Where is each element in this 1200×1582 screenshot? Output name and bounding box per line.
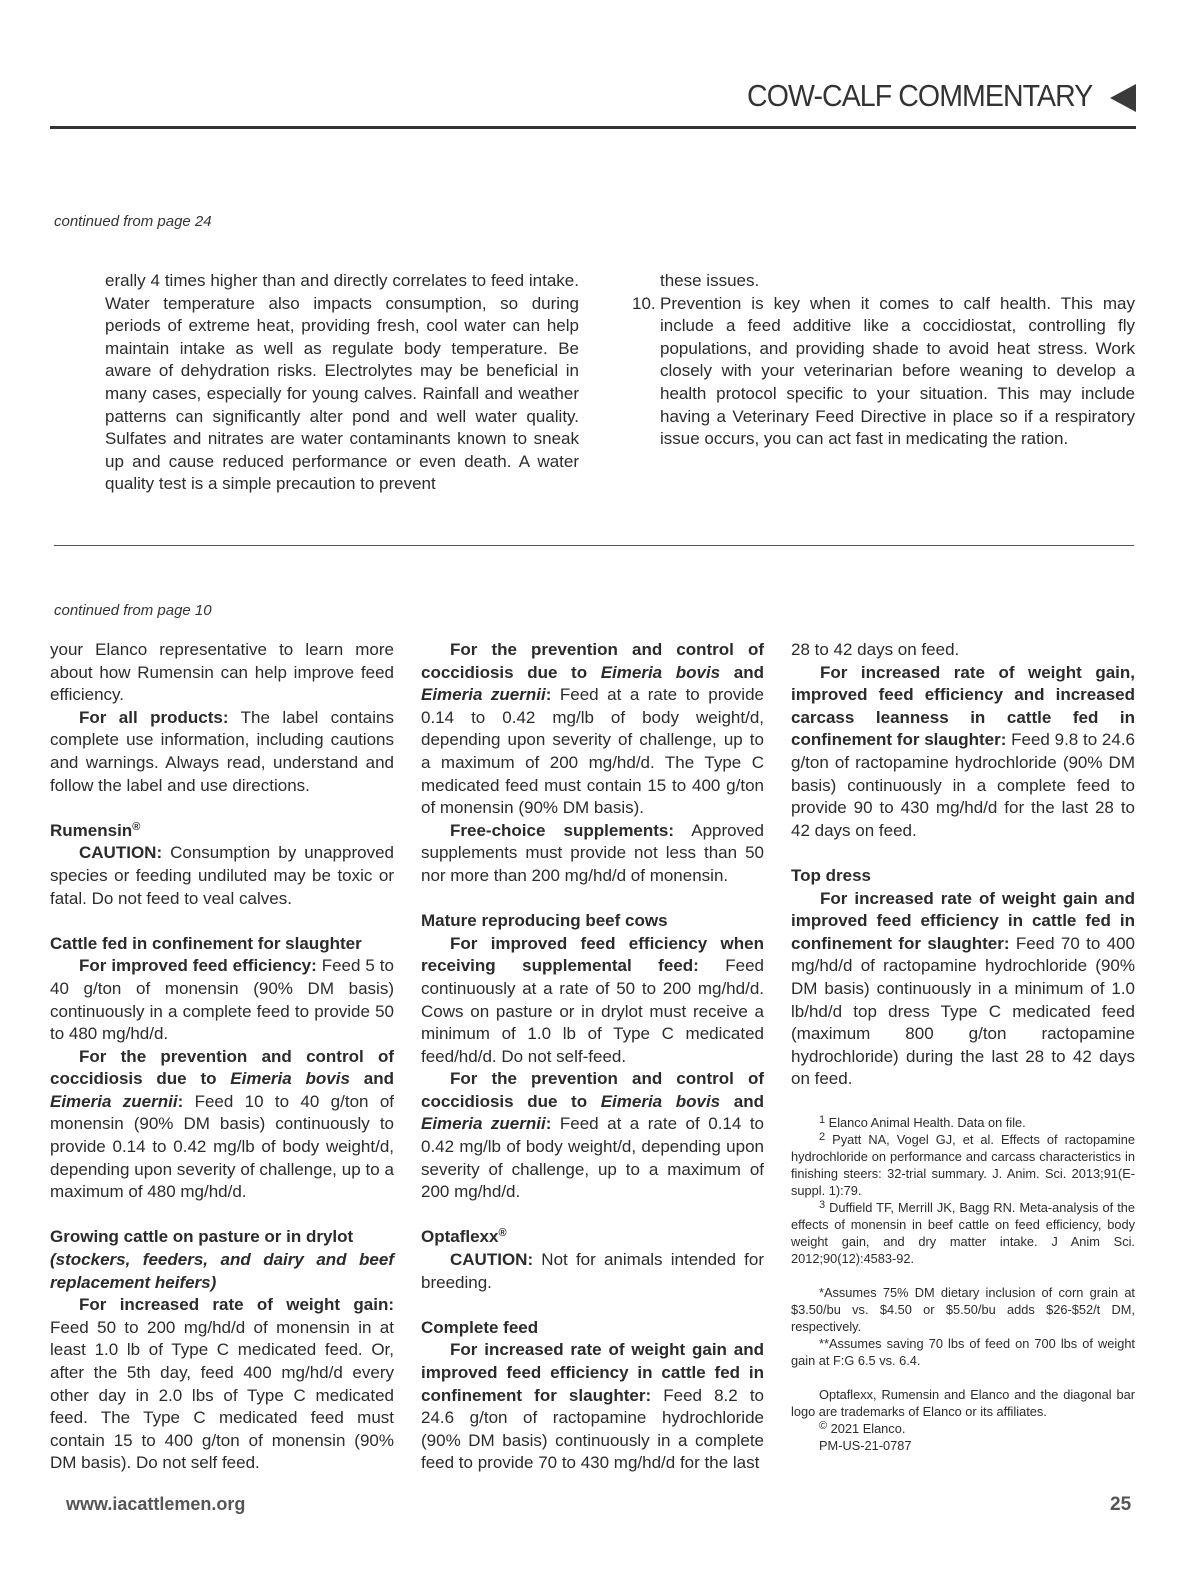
bottom-column-2 xyxy=(421,639,764,1475)
copyright: © 2021 Elanco. xyxy=(819,1420,906,1436)
section-title: COW-CALF COMMENTARY xyxy=(746,78,1092,113)
list-item-text: Prevention is key when it comes to calf health. This may include a feed additive like a coccidiostat, controlling fly populations, and providing shade to avoid heat stress. Work closely with your veterinarian before weaning to develop a health protocol specific to your situation. This may include having a Veterinary Feed Directive in place so if a respiratory issue occurs, you can act fast in medicating the ration. xyxy=(660,293,1135,449)
reference-item: $^3$ Duffield TF, Merrill JK, Bagg RN. Meta-analysis of the effects of monensin in beef cattle on feed efficiency, body weight gain, and dry matter intake. J Anim Sci. 2012;90(12):4583-92. xyxy=(791,1199,1135,1266)
continued-from-label-2: continued from page 10 xyxy=(54,602,212,619)
paragraph: For increased rate of weight gain and improved feed efficiency in cattle fed in confinement for slaughter: Feed 8.2 to 24.6 g/ton of ractopamine hydrochloride (90% DM basis) continuously in a complete feed to provide 70 to 430 mg/hd/d for the last xyxy=(421,1340,764,1473)
bottom-column-1 xyxy=(50,639,394,1475)
left-arrow-icon xyxy=(1110,84,1136,112)
trademark-notice: Optaflexx, Rumensin and Elanco and the diagonal bar logo are trademarks of Elanco or its affiliates. xyxy=(791,1387,1135,1419)
list-item xyxy=(632,293,1135,451)
subheading: Growing cattle on pasture or in drylot xyxy=(50,1227,354,1247)
paragraph: your Elanco representative to learn more about how Rumensin can help improve feed efficiency. xyxy=(50,640,394,705)
paragraph: For improved feed efficiency when receiving supplemental feed: Feed continuously at a rate of 50 to 200 mg/hd/d. Cows on pasture or in drylot must receive a minimum of 1.0 lb of Type C medicated feed/hd/d. Do not self-feed. xyxy=(421,933,764,1066)
paragraph: 28 to 42 days on feed. xyxy=(791,640,960,659)
rumensin-heading: Rumensin® xyxy=(50,820,141,840)
bottom-column-3 xyxy=(791,639,1135,1091)
paragraph: For all products: The label contains complete use information, including cautions and warnings. Always read, understand and follow the label and use directions. xyxy=(50,707,394,795)
paragraph: For the prevention and control of coccidiosis due to Eimeria bovis and Eimeria zuernii: Feed at a rate of 0.14 to 0.42 mg/lb of body weight/d, depending upon severity of challenge, up to a maximum of 200 mg/hd/d. xyxy=(421,1069,764,1202)
paragraph: For increased rate of weight gain, improved feed efficiency and increased carcass leanness in cattle fed in confinement for slaughter: Feed 9.8 to 24.6 g/ton of ractopamine hydrochloride (90% DM basis) continuously in a complete feed to provide 90 to 430 mg/hd/d for the last 28 to 42 days on feed. xyxy=(791,662,1135,840)
optaflexx-heading: Optaflexx® xyxy=(421,1227,507,1247)
list-number: 10. xyxy=(632,293,656,313)
page-number: 25 xyxy=(1110,1494,1132,1515)
footnote: **Assumes saving 70 lbs of feed on 700 lbs of weight gain at F:G 6.5 vs. 6.4. xyxy=(791,1336,1135,1368)
paragraph: For improved feed efficiency: Feed 5 to 40 g/ton of monensin (90% DM basis) continuously in a complete feed to provide 50 to 480 mg/hd/d. xyxy=(50,956,394,1044)
caution-paragraph: CAUTION: Not for animals intended for breeding. xyxy=(421,1250,764,1292)
subheading: Mature reproducing beef cows xyxy=(421,911,668,931)
references xyxy=(791,1114,1135,1454)
continued-from-label: continued from page 24 xyxy=(54,213,212,230)
top-left-column xyxy=(105,270,579,496)
paragraph: For the prevention and control of coccidiosis due to Eimeria bovis and Eimeria zuernii: Feed 10 to 40 g/ton of monensin (90% DM basis) continuously to provide 0.14 to 0.42 mg/lb of body weight/d, depending upon severity of challenge, up to a maximum of 480 mg/hd/d. xyxy=(50,1046,395,1202)
material-code: PM-US-21-0787 xyxy=(819,1438,912,1453)
caution-paragraph: CAUTION: Consumption by unapproved species or feeding undiluted may be toxic or fatal. Do not feed to veal calves. xyxy=(50,843,394,908)
paragraph: For increased rate of weight gain: Feed 50 to 200 mg/hd/d of monensin in at least 1.0 lb of Type C medicated feed. Or, after the 5th day, feed 400 mg/hd/d every other day in 2.0 lbs of Type C medicated feed. The Type C medicated feed must contain 15 to 400 g/ton of monensin (90% DM basis). Do not self feed. xyxy=(50,1295,394,1473)
paragraph: For increased rate of weight gain and improved feed efficiency in cattle fed in confinement for slaughter: Feed 70 to 400 mg/hd/d of ractopamine hydrochloride (90% DM basis) continuously in a minimum of 1.0 lb/hd/d top dress Type C medicated feed (maximum 800 g/ton ractopamine hydrochloride) during the last 28 to 42 days on feed. xyxy=(791,888,1135,1089)
water-paragraph: erally 4 times higher than and directly correlates to feed intake. Water temperature also impacts consumption, so during periods of extreme heat, providing fresh, cool water can help maintain intake as well as regulate body temperature. Be aware of dehydration risks. Electrolytes may be beneficial in many cases, especially for young calves. Rainfall and weather patterns can significantly alter pond and well water quality. Sulfates and nitrates are water contaminants known to sneak up and cause reduced performance or even death. A water quality test is a simple precaution to prevent xyxy=(105,271,579,494)
reference-item: $^2$ Pyatt NA, Vogel GJ, et al. Effects of ractopamine hydrochloride on performance and carcass characteristics in finishing steers: 32-trial summary. J. Anim. Sci. 2013;91(E-suppl. 1):79. xyxy=(791,1131,1135,1198)
footnote: *Assumes 75% DM dietary inclusion of corn grain at $3.50/bu vs. $4.50 or $5.50/bu adds $26-$52/t DM, respectively. xyxy=(791,1285,1135,1334)
reference-item: $^1$ Elanco Animal Health. Data on file. xyxy=(819,1114,1026,1130)
top-right-column xyxy=(632,270,1135,451)
subheading: Top dress xyxy=(791,865,871,885)
paragraph: For the prevention and control of coccidiosis due to Eimeria bovis and Eimeria zuernii: Feed at a rate to provide 0.14 to 0.42 mg/lb of body weight/d, depending upon severity of challenge, up to a maximum of 200 mg/hd/d. The Type C medicated feed must contain 15 to 400 g/ton of monensin (90% DM basis). xyxy=(421,640,764,818)
footer-url: www.iacattlemen.org xyxy=(66,1494,246,1514)
subheading-note: (stockers, feeders, and dairy and beef replacement heifers) xyxy=(50,1250,394,1292)
continued-text: these issues. xyxy=(660,271,760,290)
section-divider xyxy=(54,545,1134,546)
subheading: Cattle fed in confinement for slaughter xyxy=(50,933,362,953)
subheading: Complete feed xyxy=(421,1317,539,1337)
paragraph: Free-choice supplements: Approved supplements must provide not less than 50 nor more than 200 mg/hd/d of monensin. xyxy=(421,820,765,885)
header-rule xyxy=(50,126,1136,129)
